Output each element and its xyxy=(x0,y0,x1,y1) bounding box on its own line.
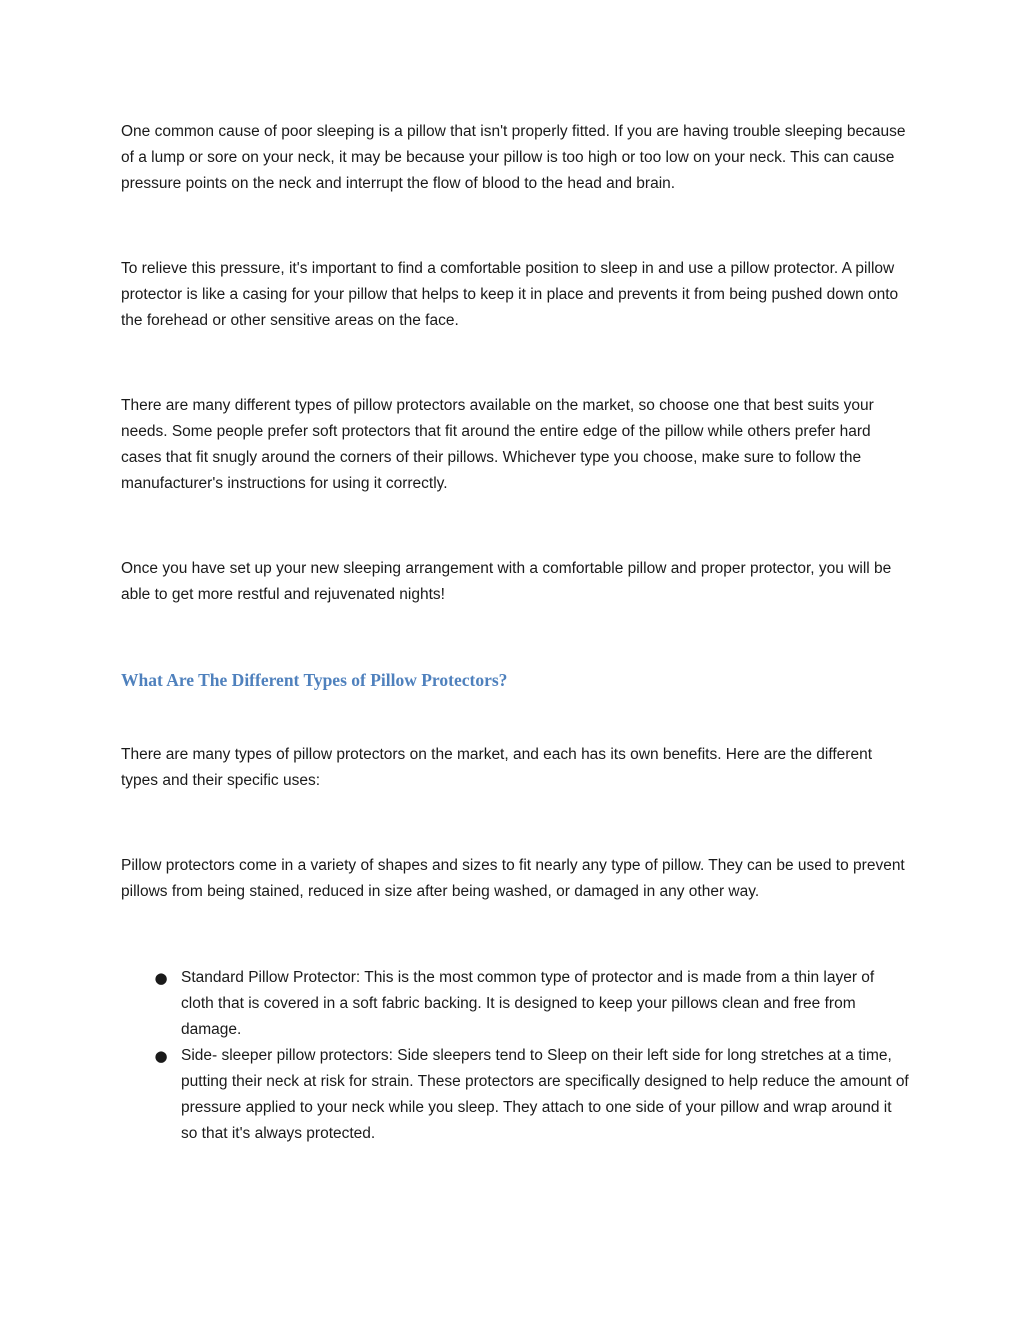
intro-paragraph-2: To relieve this pressure, it's important to find a comfortable position to sleep in and use a pillow protector. A pillow protector is like a casing for your pillow that helps to keep it in place and prevents it from being pushed down onto the forehead or other sensitive areas on the face. xyxy=(121,260,899,329)
section-paragraph-1: There are many types of pillow protectors on the market, and each has its own benefits. Here are the different types and their specific uses: xyxy=(121,746,873,789)
document-page xyxy=(121,119,911,1147)
intro-paragraph-1: One common cause of poor sleeping is a pillow that isn't properly fitted. If you are having trouble sleeping because of a lump or sore on your neck, it may be because your pillow is too high or too low on your neck. This can cause pressure points on the neck and interrupt the flow of blood to the head and brain. xyxy=(121,123,906,192)
list-item xyxy=(121,965,911,1043)
section-paragraph-2: Pillow protectors come in a variety of shapes and sizes to fit nearly any type of pillow. They can be used to prevent pillows from being stained, reduced in size after being washed, or damaged in any other way. xyxy=(121,857,905,900)
bullet-icon: ● xyxy=(154,969,168,987)
list-item-text: Standard Pillow Protector: This is the most common type of protector and is made from a thin layer of cloth that is covered in a soft fabric backing. It is designed to keep your pillows clean and free from damage. xyxy=(181,969,875,1038)
intro-paragraph-4: Once you have set up your new sleeping arrangement with a comfortable pillow and proper protector, you will be able to get more restful and rejuvenated nights! xyxy=(121,560,892,603)
list-item xyxy=(121,1043,911,1147)
protector-types-list xyxy=(121,965,911,1147)
list-item-text: Side- sleeper pillow protectors: Side sleepers tend to Sleep on their left side for long stretches at a time, putting their neck at risk for strain. These protectors are specifically designed to help reduce the amount of pressure applied to your neck while you sleep. They attach to one side of your pillow and wrap around it so that it's always protected. xyxy=(181,1047,909,1142)
bullet-icon: ● xyxy=(154,1047,168,1065)
intro-paragraph-3: There are many different types of pillow protectors available on the market, so choose one that best suits your needs. Some people prefer soft protectors that fit around the entire edge of the pillow while others prefer hard cases that fit snugly around the corners of their pillows. Whichever type you choose, make sure to follow the manufacturer's instructions for using it correctly. xyxy=(121,397,874,492)
section-heading: What Are The Different Types of Pillow Protectors? xyxy=(121,670,508,690)
